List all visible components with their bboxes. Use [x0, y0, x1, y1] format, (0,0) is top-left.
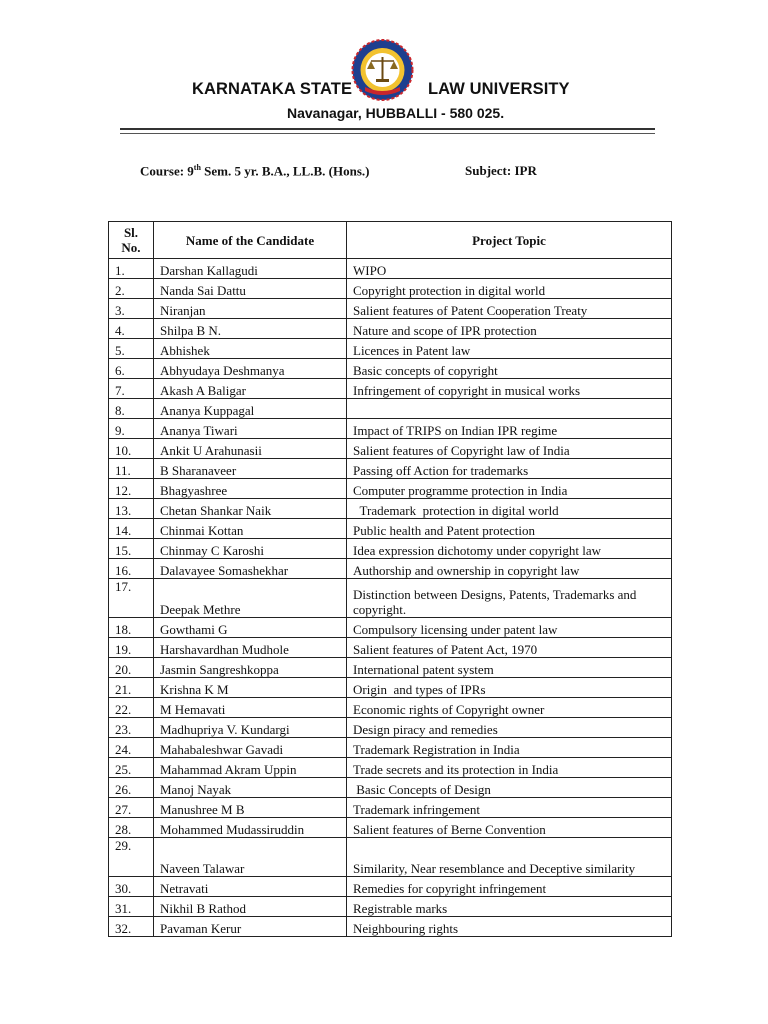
row-candidate-name: Manoj Nayak: [154, 778, 347, 798]
row-sl-no: 7.: [109, 379, 154, 399]
table-row: [109, 459, 672, 479]
row-project-topic: Trademark protection in digital world: [347, 499, 672, 519]
row-sl-no: 23.: [109, 718, 154, 738]
subject-info: Subject: IPR: [465, 163, 537, 178]
row-candidate-name: Darshan Kallagudi: [154, 259, 347, 279]
row-sl-no: 21.: [109, 678, 154, 698]
row-candidate-name: Bhagyashree: [154, 479, 347, 499]
row-sl-no: 5.: [109, 339, 154, 359]
row-candidate-name: Niranjan: [154, 299, 347, 319]
table-row: [109, 399, 672, 419]
row-candidate-name: Jasmin Sangreshkoppa: [154, 658, 347, 678]
header-divider-thin: [120, 133, 655, 134]
row-sl-no: 19.: [109, 638, 154, 658]
row-candidate-name: Manushree M B: [154, 798, 347, 818]
course-rest: Sem. 5 yr. B.A., LL.B. (Hons.): [200, 163, 370, 179]
table-row: [109, 319, 672, 339]
university-name-part1: KARNATAKA STATE: [192, 80, 353, 98]
row-sl-no: 10.: [109, 439, 154, 459]
row-candidate-name: Dalavayee Somashekhar: [154, 559, 347, 579]
row-project-topic: Authorship and ownership in copyright law: [347, 559, 672, 579]
table-row: [109, 877, 672, 897]
row-candidate-name: B Sharanaveer: [154, 459, 347, 479]
table-row: [109, 259, 672, 279]
row-candidate-name: Nanda Sai Dattu: [154, 279, 347, 299]
row-project-topic: Impact of TRIPS on Indian IPR regime: [347, 419, 672, 439]
row-sl-no: 32.: [109, 917, 154, 937]
course-sup: th: [193, 163, 201, 172]
row-candidate-name: Chinmai Kottan: [154, 519, 347, 539]
row-candidate-name: Ananya Tiwari: [154, 419, 347, 439]
row-project-topic: Nature and scope of IPR protection: [347, 319, 672, 339]
university-name-part2: LAW UNIVERSITY: [428, 80, 570, 98]
row-project-topic: Registrable marks: [347, 897, 672, 917]
table-row: [109, 758, 672, 778]
row-candidate-name: Abhishek: [154, 339, 347, 359]
header-divider-thick: [120, 128, 655, 130]
table-row: [109, 519, 672, 539]
row-project-topic: Trade secrets and its protection in India: [347, 758, 672, 778]
row-sl-no: 27.: [109, 798, 154, 818]
row-project-topic: Origin and types of IPRs: [347, 678, 672, 698]
row-project-topic: Basic concepts of copyright: [347, 359, 672, 379]
row-candidate-name: Ankit U Arahunasii: [154, 439, 347, 459]
row-project-topic: WIPO: [347, 259, 672, 279]
row-candidate-name: Ananya Kuppagal: [154, 399, 347, 419]
row-candidate-name: Naveen Talawar: [154, 838, 347, 877]
table-row: [109, 818, 672, 838]
row-candidate-name: Netravati: [154, 877, 347, 897]
table-row: [109, 359, 672, 379]
document-header: [0, 0, 768, 140]
table-row: [109, 559, 672, 579]
table-row: [109, 279, 672, 299]
header-project-topic: Project Topic: [347, 222, 672, 259]
table-row: [109, 499, 672, 519]
row-project-topic: Neighbouring rights: [347, 917, 672, 937]
course-label: Course: 9: [140, 163, 194, 179]
header-sl-no: Sl. No.: [109, 222, 154, 259]
header-candidate-name: Name of the Candidate: [154, 222, 347, 259]
row-candidate-name: Harshavardhan Mudhole: [154, 638, 347, 658]
row-sl-no: 22.: [109, 698, 154, 718]
row-sl-no: 6.: [109, 359, 154, 379]
row-sl-no: 15.: [109, 539, 154, 559]
row-sl-no: 1.: [109, 259, 154, 279]
candidate-table: [108, 221, 672, 937]
row-project-topic: Salient features of Patent Cooperation Treaty: [347, 299, 672, 319]
row-candidate-name: Pavaman Kerur: [154, 917, 347, 937]
row-candidate-name: Chetan Shankar Naik: [154, 499, 347, 519]
row-project-topic: Passing off Action for trademarks: [347, 459, 672, 479]
table-row: [109, 838, 672, 877]
table-row: [109, 579, 672, 618]
row-candidate-name: Mahabaleshwar Gavadi: [154, 738, 347, 758]
row-candidate-name: M Hemavati: [154, 698, 347, 718]
row-project-topic: Copyright protection in digital world: [347, 279, 672, 299]
row-sl-no: 14.: [109, 519, 154, 539]
table-row: [109, 638, 672, 658]
row-candidate-name: Krishna K M: [154, 678, 347, 698]
table-row: [109, 539, 672, 559]
table-row: [109, 718, 672, 738]
table-row: [109, 678, 672, 698]
row-sl-no: 28.: [109, 818, 154, 838]
row-candidate-name: Shilpa B N.: [154, 319, 347, 339]
row-sl-no: 17.: [109, 579, 154, 618]
row-sl-no: 24.: [109, 738, 154, 758]
row-project-topic: Public health and Patent protection: [347, 519, 672, 539]
table-row: [109, 738, 672, 758]
table-row: [109, 439, 672, 459]
row-project-topic: International patent system: [347, 658, 672, 678]
row-project-topic: Compulsory licensing under patent law: [347, 618, 672, 638]
row-sl-no: 9.: [109, 419, 154, 439]
table-row: [109, 299, 672, 319]
table-row: [109, 798, 672, 818]
table-body: [109, 259, 672, 937]
table-row: [109, 917, 672, 937]
row-project-topic: Salient features of Patent Act, 1970: [347, 638, 672, 658]
table-row: [109, 618, 672, 638]
table-row: [109, 339, 672, 359]
row-sl-no: 26.: [109, 778, 154, 798]
row-sl-no: 25.: [109, 758, 154, 778]
row-project-topic: Salient features of Copyright law of India: [347, 439, 672, 459]
row-project-topic: Licences in Patent law: [347, 339, 672, 359]
row-sl-no: 4.: [109, 319, 154, 339]
table-row: [109, 419, 672, 439]
university-address: Navanagar, HUBBALLI - 580 025.: [287, 105, 505, 121]
row-project-topic: Similarity, Near resemblance and Deceptive similarity: [347, 838, 672, 877]
row-project-topic: Design piracy and remedies: [347, 718, 672, 738]
row-candidate-name: Madhupriya V. Kundargi: [154, 718, 347, 738]
row-project-topic: Trademark Registration in India: [347, 738, 672, 758]
row-candidate-name: Akash A Baligar: [154, 379, 347, 399]
row-project-topic: Computer programme protection in India: [347, 479, 672, 499]
table-row: [109, 479, 672, 499]
row-sl-no: 16.: [109, 559, 154, 579]
row-project-topic: [347, 399, 672, 419]
row-project-topic: Salient features of Berne Convention: [347, 818, 672, 838]
table-header-row: [109, 222, 672, 259]
row-candidate-name: Chinmay C Karoshi: [154, 539, 347, 559]
row-candidate-name: Mahammad Akram Uppin: [154, 758, 347, 778]
row-project-topic: Basic Concepts of Design: [347, 778, 672, 798]
row-sl-no: 11.: [109, 459, 154, 479]
table-row: [109, 778, 672, 798]
row-candidate-name: Abhyudaya Deshmanya: [154, 359, 347, 379]
table-row: [109, 698, 672, 718]
row-project-topic: Distinction between Designs, Patents, Trademarks and copyright.: [347, 579, 672, 618]
row-sl-no: 31.: [109, 897, 154, 917]
row-candidate-name: Nikhil B Rathod: [154, 897, 347, 917]
row-sl-no: 30.: [109, 877, 154, 897]
row-project-topic: Trademark infringement: [347, 798, 672, 818]
row-sl-no: 3.: [109, 299, 154, 319]
table-row: [109, 658, 672, 678]
row-project-topic: Infringement of copyright in musical works: [347, 379, 672, 399]
table-row: [109, 379, 672, 399]
row-project-topic: Remedies for copyright infringement: [347, 877, 672, 897]
row-sl-no: 20.: [109, 658, 154, 678]
row-candidate-name: Gowthami G: [154, 618, 347, 638]
row-sl-no: 12.: [109, 479, 154, 499]
row-candidate-name: Deepak Methre: [154, 579, 347, 618]
row-sl-no: 2.: [109, 279, 154, 299]
table-row: [109, 897, 672, 917]
row-sl-no: 13.: [109, 499, 154, 519]
course-info: [140, 163, 369, 179]
row-sl-no: 29.: [109, 838, 154, 877]
row-candidate-name: Mohammed Mudassiruddin: [154, 818, 347, 838]
row-sl-no: 8.: [109, 399, 154, 419]
row-sl-no: 18.: [109, 618, 154, 638]
row-project-topic: Economic rights of Copyright owner: [347, 698, 672, 718]
university-emblem-icon: [345, 37, 420, 102]
row-project-topic: Idea expression dichotomy under copyright law: [347, 539, 672, 559]
